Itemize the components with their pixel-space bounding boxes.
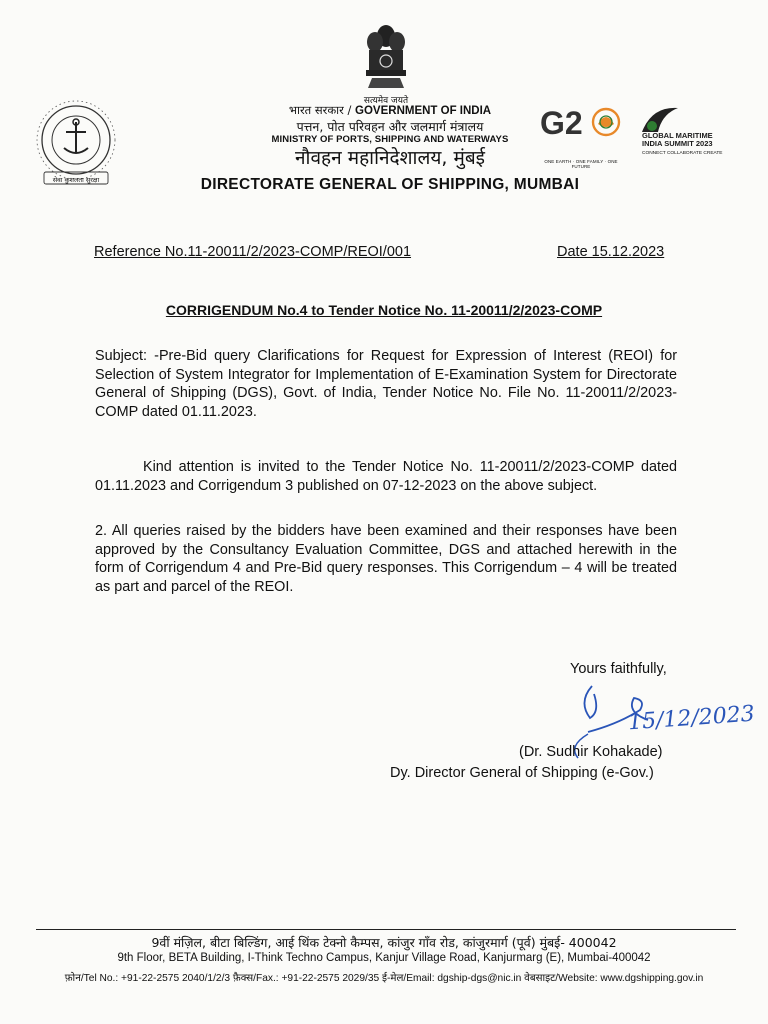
body-paragraph-2: 2. All queries raised by the bidders have been examined and their responses have been approved by the Consultancy Evaluation Committee, DGS and attached herewith in the form of Corrigendum 4 and Pre-Bid query responses. This Corrigendum – 4 will be treated as part and parcel of the REOI.	[95, 523, 677, 595]
seal-caption: सेवा कुशलता सुरक्षा	[52, 176, 100, 184]
footer-address-hindi: 9वीं मंज़िल, बीटा बिल्डिंग, आई थिंक टेक्नो कैम्पस, कांजुर गाँव रोड, कांजुरमार्ग (पूर्व) मुंबई- 400042	[151, 935, 617, 950]
gmis-title-1: GLOBAL MARITIME	[642, 131, 713, 140]
letter-date: Date 15.12.2023	[557, 244, 665, 260]
directorate-hindi: नौवहन महानिदेशालय, मुंबई	[295, 147, 485, 170]
footer-address-english: 9th Floor, BETA Building, I-Think Techno Campus, Kanjur Village Road, Kanjurmarg (E), Mumbai-400042	[117, 952, 651, 964]
gmis-logo	[636, 102, 740, 166]
body-paragraph-1: Kind attention is invited to the Tender Notice No. 11-20011/2/2023-COMP dated 01.11.2023 and Corrigendum 3 published on 07-12-2023 on the above subject.	[95, 459, 677, 494]
g20-tagline: ONE EARTH · ONE FAMILY · ONE FUTURE	[544, 159, 618, 169]
govt-english: GOVERNMENT OF INDIA	[355, 105, 492, 117]
signatory-designation: Dy. Director General of Shipping (e-Gov.)	[390, 765, 654, 781]
signature-date: 15/12/2023	[627, 701, 756, 736]
govt-hindi: भारत सरकार /	[288, 103, 356, 117]
gmis-title-2: INDIA SUMMIT 2023	[642, 139, 713, 149]
svg-text:G2: G2	[540, 105, 583, 141]
letterhead	[240, 104, 540, 170]
document-title: CORRIGENDUM No.4 to Tender Notice No. 11-20011/2/2023-COMP	[165, 302, 603, 318]
gmis-tagline: CONNECT COLLABORATE CREATE	[642, 150, 723, 156]
signatory-name: (Dr. Sudhir Kohakade)	[519, 744, 663, 760]
directorate-english: DIRECTORATE GENERAL OF SHIPPING, MUMBAI	[200, 176, 580, 193]
footer-divider	[36, 929, 736, 930]
closing-salutation: Yours faithfully,	[570, 661, 667, 677]
ministry-hindi: पत्तन, पोत परिवहन और जलमार्ग मंत्रालय	[296, 118, 484, 134]
emblem-motto: सत्यमेव जयते	[363, 96, 409, 106]
subject-paragraph: Subject: -Pre-Bid query Clarifications for Request for Expression of Interest (REOI) for Selection of System Integrator for Implementation of E-Examination System for Directorate General of Shipping (DGS), Govt. of India, Tender Notice No. File No. 11-20011/2/2023-COMP dated 01.11.2023.	[95, 348, 677, 420]
footer-contact: फ़ोन/Tel No.: +91-22-2575 2040/1/2/3 फ़ैक्स/Fax.: +91-22-2575 2029/35 ई-मेल/Email: dgship-dgs@nic.in वेबसाइट/Website: www.dgshipping.gov.in	[64, 973, 704, 984]
g20-logo	[538, 100, 624, 169]
reference-number: Reference No.11-20011/2/2023-COMP/REOI/001	[94, 244, 412, 260]
ministry-english: MINISTRY OF PORTS, SHIPPING AND WATERWAYS	[271, 133, 509, 145]
govt-line	[240, 104, 540, 119]
